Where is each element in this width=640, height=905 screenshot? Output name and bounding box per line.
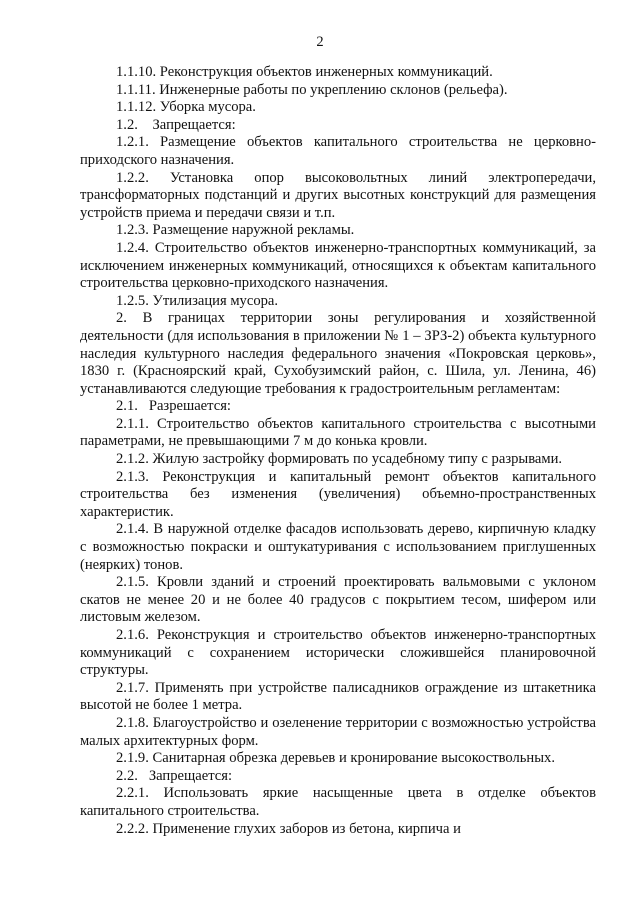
item-1-1-12: 1.1.12. Уборка мусора.: [116, 99, 256, 116]
item-2-1-5: 2.1.5. Кровли зданий и строений проектировать вальмовыми с уклоном скатов не менее 20 и не более 40 градусов с покрытием тесом, шифером или листовым железом.: [80, 574, 596, 626]
item-2-1-8: 2.1.8. Благоустройство и озеленение территории с возможностью устройства малых архитектурных форм.: [80, 714, 596, 749]
item-2-1-9: 2.1.9. Санитарная обрезка деревьев и кронирование высокоствольных.: [116, 750, 555, 767]
page-number: 2: [316, 34, 324, 50]
section-heading-2-2: 2.2. Запрещается:: [116, 767, 233, 784]
item-1-1-11: 1.1.11. Инженерные работы по укреплению склонов (рельефа).: [116, 81, 508, 98]
item-1-2-2: 1.2.2. Установка опор высоковольтных линий электропередачи, трансформаторных подстанций и других высотных конструкций для размещения устройств приема и передачи связи и т.п.: [80, 169, 596, 221]
item-2: 2. В границах территории зоны регулирования и хозяйственной деятельности (для использования в приложении № 1 – ЗРЗ-2) объекта культурного наследия культурного наследия федерального значения «Покровская церковь», 1830 г. (Красноярский край, Сухобузимский район, с. Шила, ул. Ленина, 46) устанавливаются следующие требования к градостроительным регламентам:: [80, 310, 596, 397]
item-1-2-1: 1.2.1. Размещение объектов капитального строительства не церковно-приходского назначения.: [80, 134, 596, 168]
item-2-1-3: 2.1.3. Реконструкция и капитальный ремонт объектов капитального строительства без изменения (увеличения) объемно-пространственных характеристик.: [80, 468, 596, 520]
item-2-1-4: 2.1.4. В наружной отделке фасадов использовать дерево, кирпичную кладку с возможностью покраски и оштукатуривания с использованием приглушенных (неярких) тонов.: [80, 521, 596, 573]
section-heading-1-2: 1.2. Запрещается:: [116, 116, 236, 133]
item-2-1-2: 2.1.2. Жилую застройку формировать по усадебному типу с разрывами.: [116, 451, 563, 468]
item-2-1-1: 2.1.1. Строительство объектов капитального строительства с высотными параметрами, не превышающими 7 м до конька кровли.: [80, 415, 596, 450]
item-2-1-7: 2.1.7. Применять при устройстве палисадников ограждение из штакетника высотой не более 1 метра.: [80, 679, 596, 714]
item-1-2-4: 1.2.4. Строительство объектов инженерно-транспортных коммуникаций, за исключением инженерных коммуникаций, относящихся к объектам капитального строительства церковно-приходского назначения.: [80, 239, 596, 292]
item-2-1-6: 2.1.6. Реконструкция и строительство объектов инженерно-транспортных коммуникаций с сохранением исторически сложившейся планировочной структуры.: [80, 627, 596, 679]
item-2-2-1: 2.2.1. Использовать яркие насыщенные цвета в отделке объектов капитального строительства.: [80, 785, 596, 819]
item-2-2-2: 2.2.2. Применение глухих заборов из бетона, кирпича и: [116, 820, 461, 837]
item-1-2-5: 1.2.5. Утилизация мусора.: [116, 292, 279, 309]
item-1-1-10: 1.1.10. Реконструкция объектов инженерных коммуникаций.: [116, 64, 493, 80]
document-body: [80, 64, 596, 838]
item-1-2-3: 1.2.3. Размещение наружной рекламы.: [116, 222, 355, 239]
section-heading-2-1: 2.1. Разрешается:: [116, 398, 231, 415]
